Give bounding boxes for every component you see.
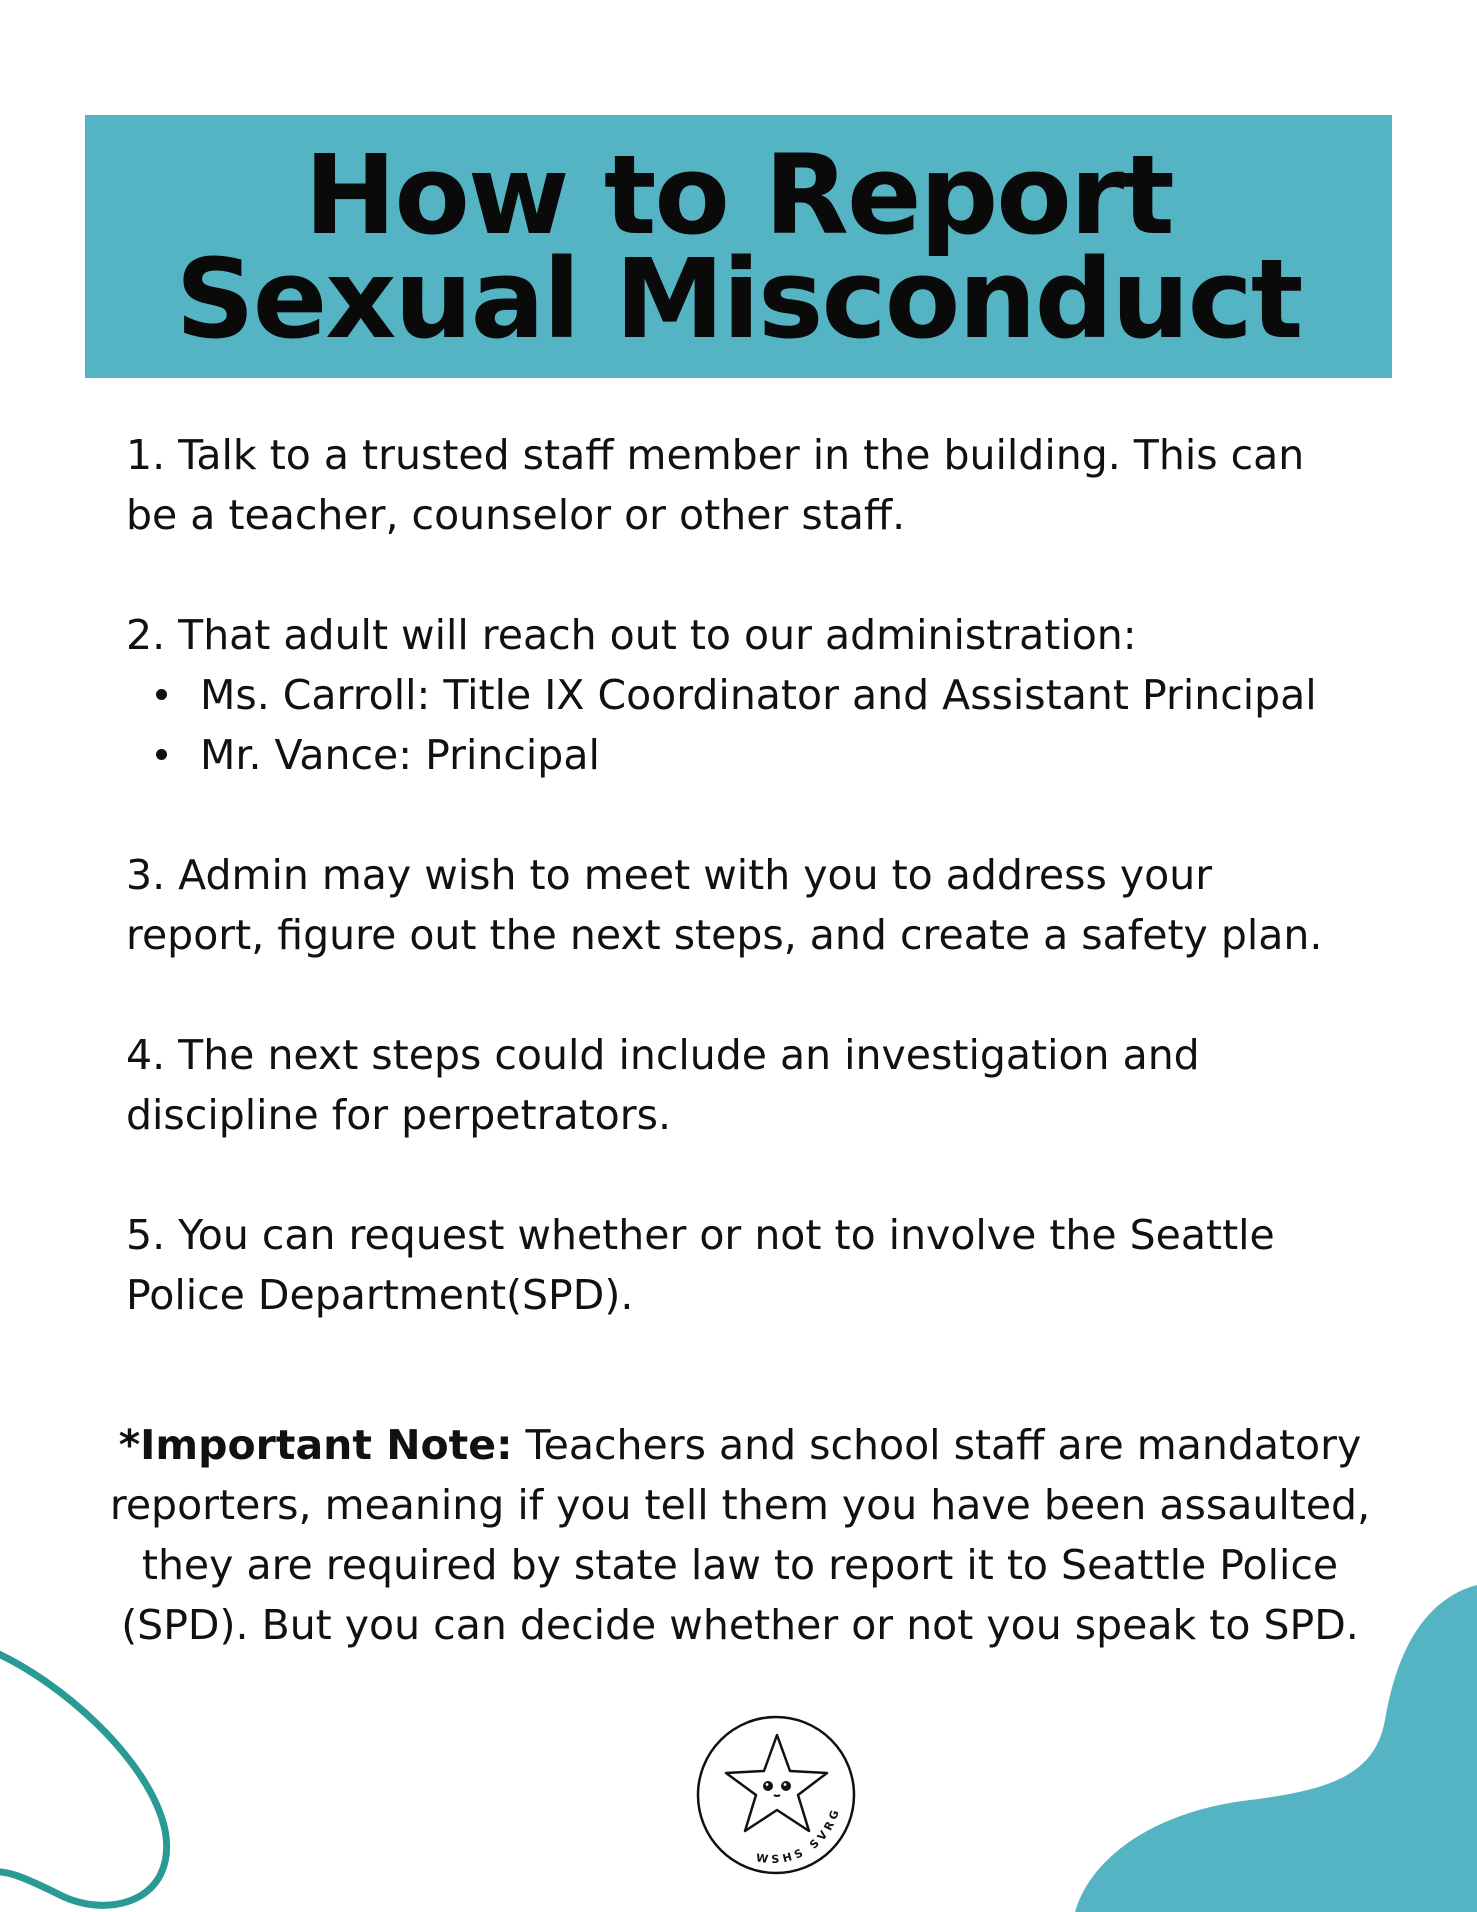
- bullet-icon: [156, 749, 167, 760]
- admin-list-item-text: Mr. Vance: Principal: [200, 731, 600, 779]
- step-3-line-1: 3. Admin may wish to meet with you to address your: [126, 851, 1213, 899]
- step-4-line-2: discipline for perpetrators.: [126, 1091, 671, 1139]
- steps-list: [126, 425, 1376, 1385]
- step-2-line-1: 2. That adult will reach out to our administration:: [126, 611, 1137, 659]
- important-note: [80, 1415, 1400, 1655]
- page-title-line-2: Sexual Misconduct: [175, 234, 1302, 363]
- logo-text: WSHS SVRG: [755, 1804, 843, 1867]
- step-1-line-2: be a teacher, counselor or other staff.: [126, 491, 906, 539]
- step-5-line-2: Police Department(SPD).: [126, 1271, 634, 1319]
- teal-curve-line: [0, 1650, 167, 1905]
- title-banner: [85, 115, 1392, 378]
- important-note-text-1: Teachers and school staff are mandatory: [525, 1421, 1362, 1469]
- important-note-line-3: they are required by state law to report it to Seattle Police: [141, 1541, 1339, 1589]
- step-3-line-2: report, figure out the next steps, and create a safety plan.: [126, 911, 1323, 959]
- admin-list-item: [200, 725, 1376, 785]
- step-2: [126, 605, 1376, 785]
- important-note-line-2: reporters, meaning if you tell them you have been assaulted,: [109, 1481, 1371, 1529]
- step-5-line-1: 5. You can request whether or not to involve the Seattle: [126, 1211, 1275, 1259]
- step-1-line-1: 1. Talk to a trusted staff member in the building. This can: [126, 431, 1305, 479]
- admin-list-item: [200, 665, 1376, 725]
- step-5: [126, 1205, 1376, 1325]
- star-icon: [726, 1735, 827, 1831]
- important-note-line-4: (SPD). But you can decide whether or not you speak to SPD.: [121, 1601, 1359, 1649]
- important-note-line-1: [80, 1415, 1400, 1475]
- step-1: [126, 425, 1376, 545]
- admin-list: [126, 665, 1376, 785]
- star-mouth: [774, 1795, 780, 1796]
- step-3: [126, 845, 1376, 965]
- step-4-line-1: 4. The next steps could include an investigation and: [126, 1031, 1200, 1079]
- bullet-icon: [156, 689, 167, 700]
- star-eye-right: [781, 1781, 791, 1791]
- important-note-label: *Important Note:: [118, 1421, 513, 1469]
- step-4: [126, 1025, 1376, 1145]
- star-eye-left: [763, 1781, 773, 1791]
- page-title-line-1: How to Report: [304, 130, 1173, 259]
- admin-list-item-text: Ms. Carroll: Title IX Coordinator and Assistant Principal: [200, 671, 1317, 719]
- wshs-svrg-logo: [694, 1713, 858, 1877]
